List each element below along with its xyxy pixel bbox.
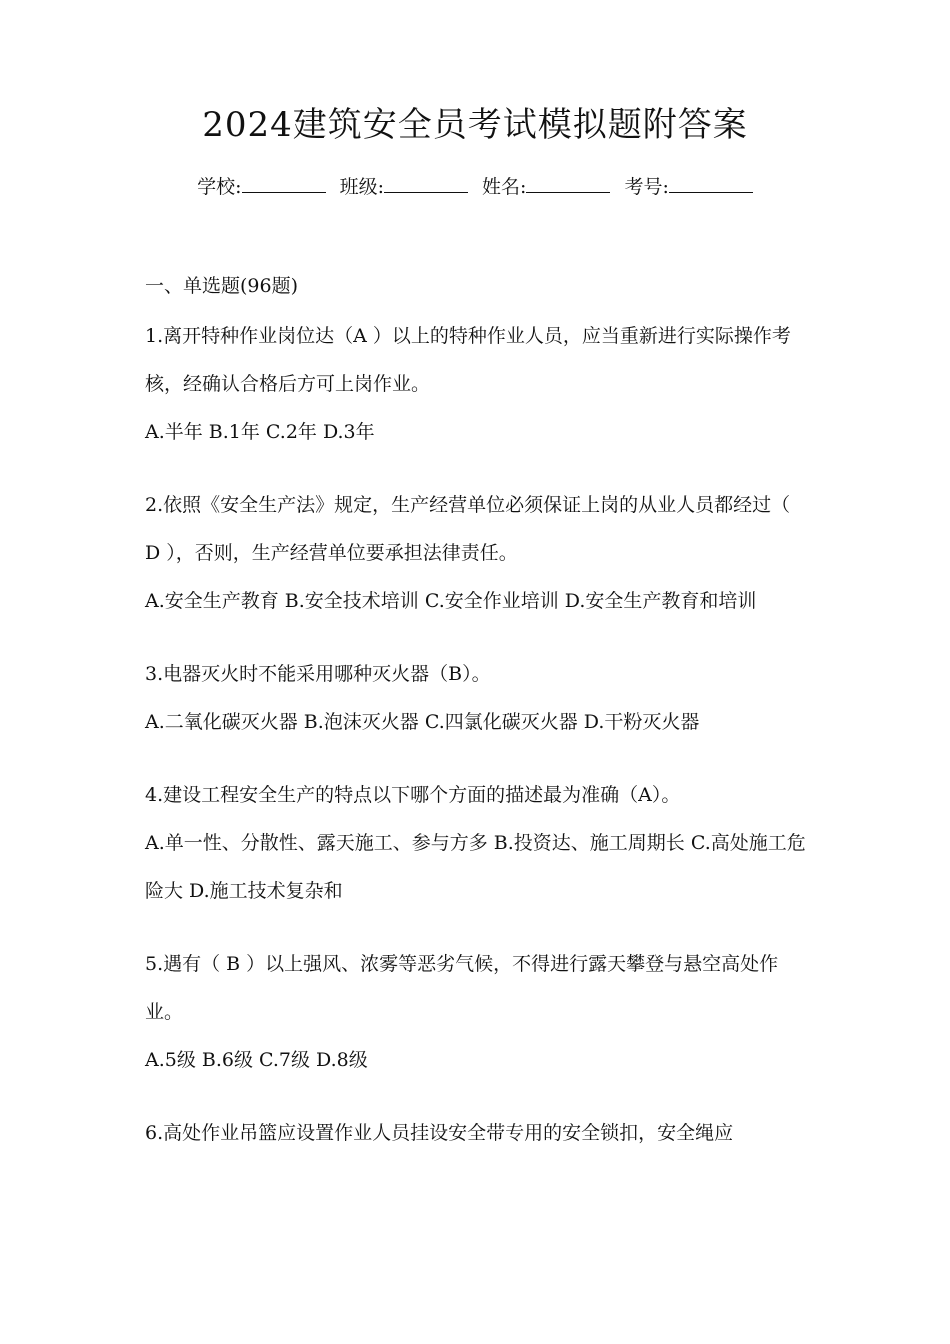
question-item	[145, 940, 810, 1084]
question-spacer	[145, 1084, 810, 1109]
question-item	[145, 650, 810, 746]
question-options: A.单一性、分散性、露天施工、参与方多 B.投资达、施工周期长 C.高处施工危险大 D.施工技术复杂和	[145, 832, 806, 902]
question-item	[145, 481, 810, 625]
field-name	[482, 172, 610, 202]
class-blank-line[interactable]	[384, 172, 468, 193]
field-label: 考号:	[624, 176, 669, 198]
field-exam-number	[624, 172, 752, 202]
question-stem: 5.遇有（ B ）以上强风、浓雾等恶劣气候，不得进行露天攀登与悬空高处作业。	[145, 953, 779, 1023]
document-title: 2024建筑安全员考试模拟题附答案	[202, 105, 748, 145]
field-label: 学校:	[197, 176, 242, 198]
field-school	[197, 172, 325, 202]
question-item	[145, 312, 810, 456]
field-class	[340, 172, 468, 202]
question-spacer	[145, 915, 810, 940]
question-stem: 2.依照《安全生产法》规定，生产经营单位必须保证上岗的从业人员都经过（ D ），否则，生产经营单位要承担法律责任。	[145, 494, 791, 564]
question-stem: 1.离开特种作业岗位达（A ）以上的特种作业人员，应当重新进行实际操作考核，经确认合格后方可上岗作业。	[145, 325, 791, 395]
question-stem: 3.电器灭火时不能采用哪种灭火器（B）。	[145, 663, 491, 685]
question-options: A.安全生产教育 B.安全技术培训 C.安全作业培训 D.安全生产教育和培训	[145, 590, 757, 612]
question-stem: 4.建设工程安全生产的特点以下哪个方面的描述最为准确（A）。	[145, 784, 681, 806]
school-blank-line[interactable]	[242, 172, 326, 193]
question-stem: 6.高处作业吊篮应设置作业人员挂设安全带专用的安全锁扣，安全绳应	[145, 1122, 734, 1144]
question-item	[145, 771, 810, 915]
question-spacer	[145, 625, 810, 650]
question-spacer	[145, 746, 810, 771]
field-label: 姓名:	[482, 176, 527, 198]
exam-number-blank-line[interactable]	[669, 172, 753, 193]
section-heading: 一、单选题(96题)	[145, 275, 299, 297]
question-list	[145, 270, 810, 1157]
question-options: A.半年 B.1年 C.2年 D.3年	[145, 421, 375, 443]
question-item	[145, 1109, 810, 1157]
question-spacer	[145, 456, 810, 481]
question-options: A.二氧化碳灭火器 B.泡沫灭火器 C.四氯化碳灭火器 D.干粉灭火器	[145, 711, 700, 733]
question-options: A.5级 B.6级 C.7级 D.8级	[145, 1049, 368, 1071]
name-blank-line[interactable]	[526, 172, 610, 193]
field-label: 班级:	[339, 176, 384, 198]
student-info-fields	[0, 172, 950, 202]
